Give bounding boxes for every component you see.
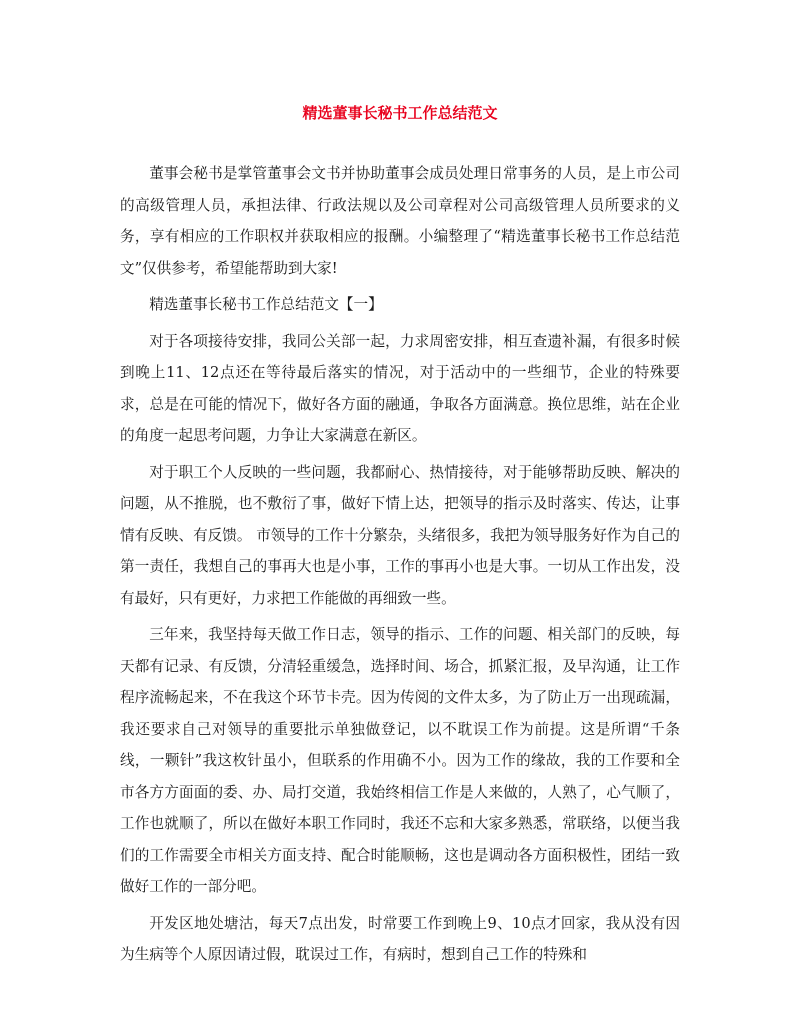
document-title: 精选董事长秘书工作总结范文 [302, 104, 498, 122]
body-paragraph: 三年来，我坚持每天做工作日志，领导的指示、工作的问题、相关部门的反映，每天都有记录、有反馈，分清轻重缓急，选择时间、场合，抓紧汇报，及早沟通，让工作程序流畅起来，不在我这个环节卡壳。因为传阅的文件太多，为了防止万一出现疏漏，我还要求自己对领导的重要批示单独做登记，以不耽误工作为前提。这是所谓“千条线，一颗针”我这枚针虽小，但联系的作用确不小。因为工作的缘故，我的工作要和全市各方方面面的委、办、局打交道，我始终相信工作是人来做的，人熟了，心气顺了，工作也就顺了，所以在做好本职工作同时，我还不忘和大家多熟悉，常联络，以便当我们的工作需要全市相关方面支持、配合时能顺畅，这也是调动各方面积极性，团结一致做好工作的一部分吧。 [120, 626, 680, 895]
body-paragraph: 开发区地处塘沽，每天7点出发，时常要工作到晚上9、10点才回家，我从没有因为生病等个人原因请过假，耽误过工作，有病时，想到自己工作的特殊和 [120, 914, 680, 963]
section-heading: 精选董事长秘书工作总结范文【一】 [149, 296, 383, 313]
document-body [120, 158, 680, 971]
body-paragraph: 对于各项接待安排，我同公关部一起，力求周密安排，相互查遗补漏，有很多时候到晚上11、12点还在等待最后落实的情况，对于活动中的一些细节，企业的特殊要求，总是在可能的情况下，做好各方面的融通，争取各方面满意。换位思维，站在企业的角度一起思考问题，力争让大家满意在新区。 [120, 332, 680, 444]
intro-paragraph: 董事会秘书是掌管董事会文书并协助董事会成员处理日常事务的人员，是上市公司的高级管理人员，承担法律、行政法规以及公司章程对公司高级管理人员所要求的义务，享有相应的工作职权并获取相应的报酬。小编整理了“精选董事长秘书工作总结范文”仅供参考，希望能帮助到大家! [120, 165, 680, 277]
body-paragraph: 对于职工个人反映的一些问题，我都耐心、热情接待，对于能够帮助反映、解决的问题，从不推脱，也不敷衍了事，做好下情上达，把领导的指示及时落实、传达，让事情有反映、有反馈。 市领导的工作十分繁杂，头绪很多，我把为领导服务好作为自己的第一责任，我想自己的事再大也是小事，工作的事再小也是大事。一切从工作出发，没有最好，只有更好，力求把工作能做的再细致一些。 [120, 463, 680, 607]
